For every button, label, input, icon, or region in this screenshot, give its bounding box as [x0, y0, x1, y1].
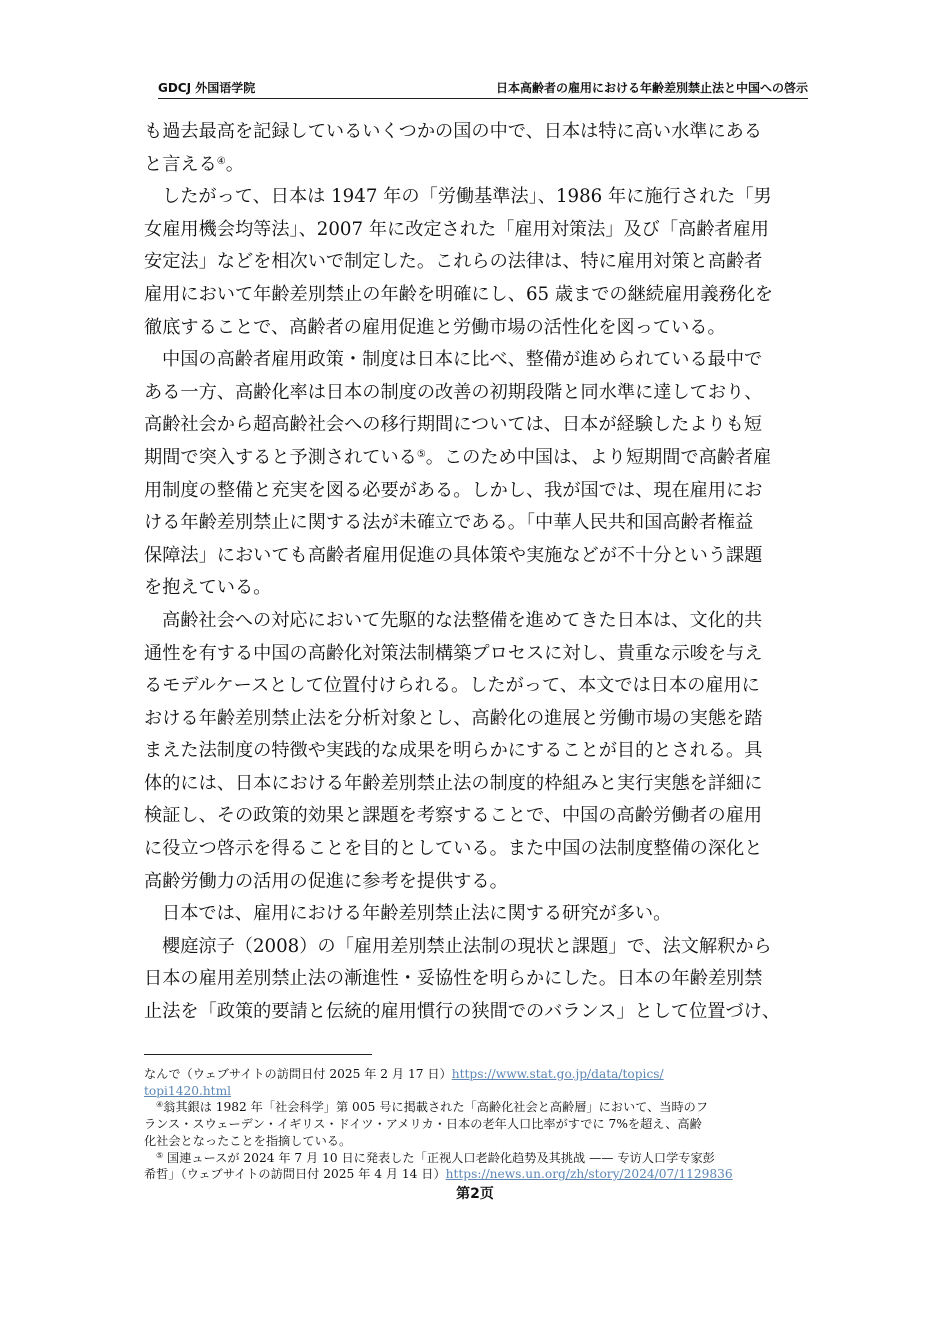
footnote-link[interactable]: https://news.un.org/zh/story/2024/07/1129836 — [445, 1167, 733, 1182]
text-line: 雇用において年齢差別禁止の年齢を明確にし、65 歳までの継続雇用義務化を — [144, 283, 774, 305]
footnote-4 — [144, 1099, 810, 1149]
text-line: 女雇用機会均等法」、2007 年に改定された「雇用対策法」及び「高齢者雇用 — [144, 218, 769, 240]
text-line: 期間で突入すると予測されている⑤。このため中国は、より短期間で高齢者雇 — [144, 446, 772, 468]
text-line: 高齢社会から超高齢社会への移行期間については、日本が経験したよりも短 — [144, 414, 763, 436]
text-line: ある一方、高齢化率は日本の制度の改善の初期段階と同水準に達しており、 — [144, 381, 763, 403]
text-line: も過去最高を記録しているいくつかの国の中で、日本は特に高い水準にある — [144, 121, 763, 142]
header-title: 日本高齢者の雇用における年齢差別禁止法と中国への啓示 — [495, 81, 808, 95]
footnote-line: ⑤ 国連ュースが 2024 年 7 月 10 日に発表した「正视人口老龄化趋势及其挑战 —— 专访人口学专家彭 — [156, 1150, 715, 1165]
text-line: まえた法制度の特徴や実践的な成果を明らかにすることが目的とされる。具 — [144, 740, 763, 762]
paragraph-4 — [144, 605, 810, 898]
text-line: 止法を「政策的要請と伝統的雇用慣行の狭間でのバランス」として位置づけ、 — [144, 1001, 781, 1023]
footnote-ref-5[interactable]: ⑤ — [416, 448, 426, 460]
footnote-line: 化社会となったことを指摘している。 — [144, 1133, 352, 1148]
footnote-link[interactable]: https://www.stat.go.jp/data/topics/ — [451, 1067, 664, 1081]
footnote-separator — [144, 1054, 372, 1055]
paragraph-2 — [144, 181, 810, 344]
footnote-line: ランス・スウェーデン・イギリス・ドイツ・アメリカ・日本の老年人口比率がすでに 7%を超え、高齢 — [144, 1117, 702, 1132]
paragraph-1 — [144, 116, 810, 181]
text-line: したがって、日本は 1947 年の「労働基準法」、1986 年に施行された「男 — [162, 186, 772, 208]
footnote-ref-4[interactable]: ④ — [216, 155, 226, 167]
running-header — [158, 80, 808, 99]
footnotes — [144, 1066, 810, 1183]
text-line: に役立つ啓示を得ることを目的としている。また中国の法制度整備の深化と — [144, 838, 763, 860]
text-line: 徹底することで、高齢者の雇用促進と労働市場の活性化を図っている。 — [144, 316, 726, 338]
text-line: 日本では、雇用における年齢差別禁止法に関する研究が多い。 — [162, 903, 672, 925]
text-line: 安定法」などを相次いで制定した。これらの法律は、特に雇用対策と高齢者 — [144, 251, 763, 273]
text-line: 用制度の整備と充実を図る必要がある。しかし、我が国では、現在雇用にお — [144, 479, 763, 501]
text-line: 保障法」においても高齢者雇用促進の具体策や実施などが不十分という課題 — [144, 544, 763, 566]
paragraph-6 — [144, 931, 810, 1029]
text-line: 中国の高齢者雇用政策・制度は日本に比べ、整備が進められている最中で — [162, 349, 763, 371]
text-line: 高齢労働力の活用の促進に参考を提供する。 — [144, 870, 508, 892]
text-line: 検証し、その政策的効果と課題を考察することで、中国の高齢労働者の雇用 — [144, 805, 763, 827]
footnote-mark-4: ④ — [156, 1100, 164, 1110]
text-line: 通性を有する中国の高齢化対策法制構築プロセスに対し、貴重な示唆を与え — [144, 642, 763, 664]
text-line: を抱えている。 — [144, 577, 272, 599]
footnote-line: なんで（ウェブサイトの訪問日付 2025 年 2 月 17 日）https://www.stat.go.jp/data/topics/ — [144, 1067, 664, 1081]
text-line: 高齢社会への対応において先駆的な法整備を進めてきた日本は、文化的共 — [162, 609, 763, 631]
footnote-continuation — [144, 1066, 810, 1099]
text-line: ける年齢差別禁止に関する法が未確立である。「中華人民共和国高齢者権益 — [144, 512, 754, 534]
text-line: 日本の雇用差別禁止法の漸進性・妥協性を明らかにした。日本の年齢差別禁 — [144, 968, 763, 990]
text-line: 櫻庭涼子（2008）の「雇用差別禁止法制の現状と課題」で、法文解釈から — [162, 935, 772, 957]
footnote-line: ④翁其銀は 1982 年「社会科学」第 005 号に掲載された「高齢化社会と高齢層」において、当時のフ — [156, 1100, 709, 1115]
footnote-line — [144, 1083, 810, 1100]
text-line: おける年齢差別禁止法を分析対象とし、高齢化の進展と労働市場の実態を踏 — [144, 707, 763, 729]
footnote-line: 希哲」（ウェブサイトの訪問日付 2025 年 4 月 14 日）https://news.un.org/zh/story/2024/07/1129836 — [144, 1167, 733, 1182]
paragraph-3 — [144, 344, 810, 605]
footnote-5 — [144, 1150, 810, 1183]
footnote-link[interactable]: topi1420.html — [144, 1083, 232, 1098]
body-text — [144, 116, 810, 1029]
footnote-mark-5: ⑤ — [156, 1150, 164, 1160]
text-line: るモデルケースとして位置付けられる。したがって、本文では日本の雇用に — [144, 675, 760, 697]
header-institution: GDCJ 外国语学院 — [158, 81, 256, 95]
page-number: 第2页 — [456, 1186, 494, 1202]
paragraph-5 — [144, 898, 810, 931]
text-line: 体的には、日本における年齢差別禁止法の制度的枠組みと実行実態を詳細に — [144, 772, 763, 794]
text-line: と言える④。 — [144, 153, 244, 175]
